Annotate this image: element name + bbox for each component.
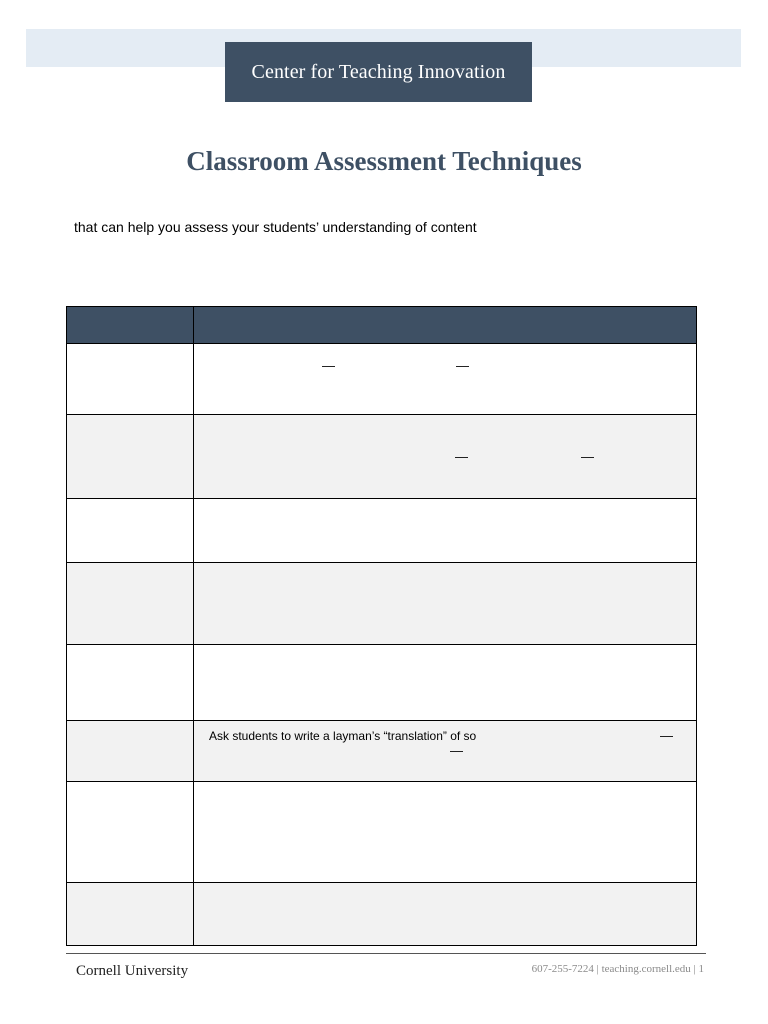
table-cell-technique: [67, 721, 194, 782]
table-row: [67, 499, 697, 563]
table-cell-description: [194, 883, 697, 946]
table-cell-description: [194, 344, 697, 415]
brand-name: Center for Teaching Innovation: [251, 60, 506, 83]
table-row: [67, 645, 697, 721]
dash-mark: —: [450, 743, 463, 758]
table-cell-description: [194, 499, 697, 563]
table-row: [67, 415, 697, 499]
table-row: [67, 782, 697, 883]
footer-institution: Cornell University: [76, 963, 189, 979]
table-row: [67, 563, 697, 645]
footer-divider: [66, 953, 706, 954]
table-cell-technique: [67, 782, 194, 883]
table-row: [67, 721, 697, 782]
table-cell-technique: [67, 563, 194, 645]
footer-contact: 607-255-7224 | teaching.cornell.edu | 1: [531, 963, 704, 975]
table-cell-description: [194, 645, 697, 721]
dash-mark: —: [581, 449, 594, 464]
table-cell-description: [194, 563, 697, 645]
table-row: [67, 883, 697, 946]
table-cell-technique: [67, 645, 194, 721]
table-cell-description: [194, 721, 697, 782]
table-cell-description: [194, 415, 697, 499]
page-title: Classroom Assessment Techniques: [186, 146, 582, 176]
table-cell-technique: [67, 344, 194, 415]
brand-logo: [225, 42, 532, 102]
table-cell-technique: [67, 415, 194, 499]
intro-text: that can help you assess your students’ understanding of content: [74, 219, 477, 235]
table-header-cell-description: [194, 307, 697, 344]
dash-mark: —: [322, 358, 335, 373]
table-row: [67, 344, 697, 415]
table-header-row: [67, 307, 697, 344]
table-cell-technique: [67, 883, 194, 946]
dash-mark: —: [456, 358, 469, 373]
table-cell-description: [194, 782, 697, 883]
dash-mark: —: [455, 449, 468, 464]
table-cell-technique: [67, 499, 194, 563]
techniques-table: [66, 306, 697, 946]
dash-mark: —: [660, 728, 673, 743]
table-header-cell-technique: [67, 307, 194, 344]
description-text: Ask students to write a layman’s “translation” of so: [209, 729, 477, 743]
